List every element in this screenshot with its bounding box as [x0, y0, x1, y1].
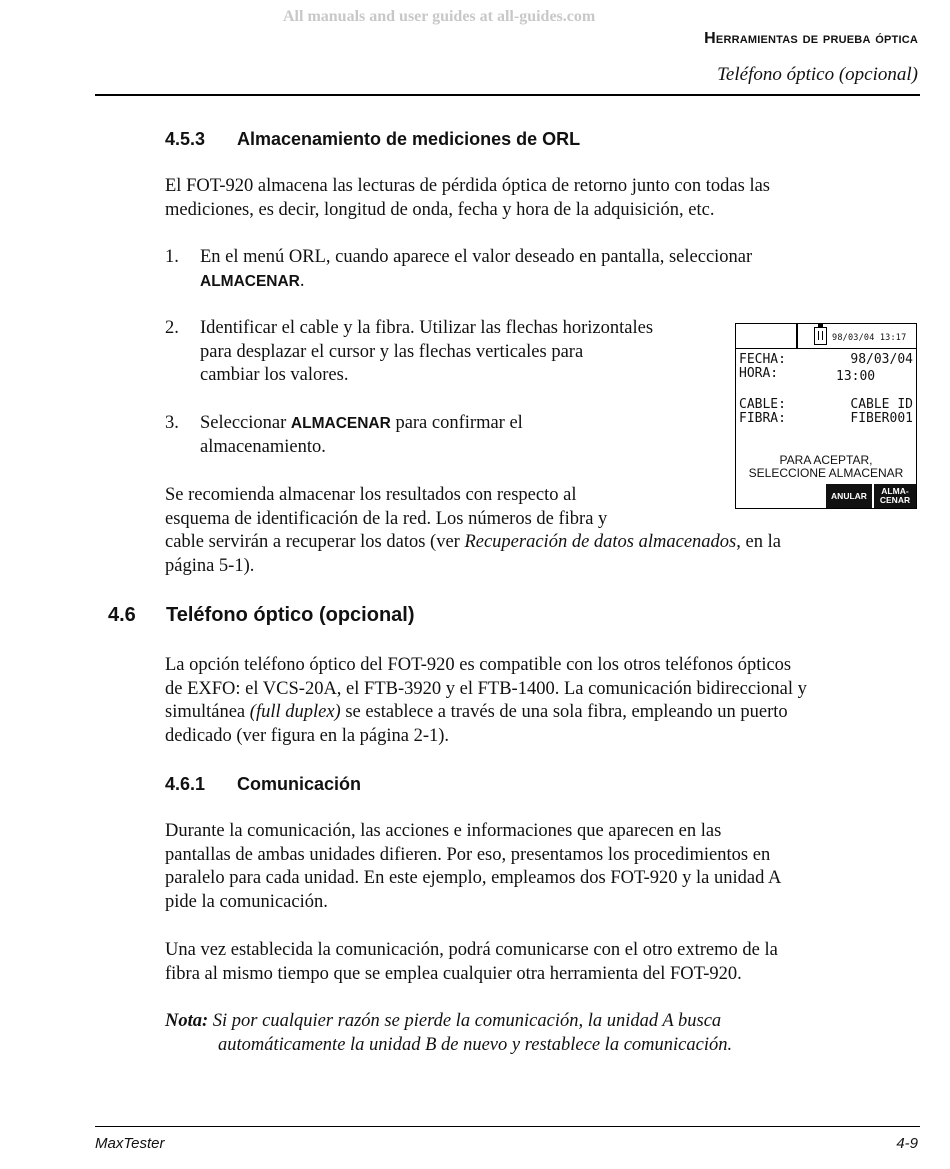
text-fragment: , en la — [736, 532, 781, 552]
text-line: El FOT-920 almacena las lecturas de pérdida óptica de retorno junto con todas las — [165, 176, 770, 196]
screen-message: SELECCIONE ALMACENAR — [748, 466, 904, 480]
text-fragment: Seleccionar — [200, 413, 291, 433]
text-line: pide la comunicación. — [165, 891, 328, 912]
list-text — [200, 246, 752, 293]
text-fragment: CENAR — [879, 495, 911, 505]
text-line: mediciones, es decir, longitud de onda, fecha y hora de la adquisición, etc. — [165, 199, 715, 220]
text-line: Durante la comunicación, las acciones e informaciones que aparecen en las — [165, 821, 722, 841]
text-fragment: ALMA- — [881, 486, 909, 496]
running-header-subsection: Teléfono óptico (opcional) — [717, 64, 918, 85]
watermark: All manuals and user guides at all-guides.com — [283, 8, 596, 25]
screen-datetime: 98/03/04 13:17 — [832, 333, 907, 343]
text-line: Se recomienda almacenar los resultados con respecto al — [165, 485, 577, 505]
text-line: página 5-1). — [165, 555, 255, 576]
section-number: 4.6.1 — [165, 774, 206, 794]
page-number: 4-9 — [896, 1135, 918, 1152]
cross-reference: Recuperación de datos almacenados — [464, 532, 737, 552]
text-fragment: cable servirán a recuperar los datos (ver — [165, 532, 465, 552]
text-fragment: Si por cualquier razón se pierde la comunicación, la unidad A busca — [208, 1011, 722, 1031]
section-4-5-3-heading — [165, 129, 580, 150]
text-fragment: . — [299, 270, 305, 291]
running-header-section: Herramientas de prueba óptica — [704, 30, 918, 47]
list-text — [200, 412, 523, 459]
text-line: de EXFO: el VCS-20A, el FTB-3920 y el FTB-1400. La comunicación bidireccional y — [165, 678, 807, 699]
text-line — [200, 270, 752, 294]
text-line: fibra al mismo tiempo que se emplea cualquier otra herramienta del FOT-920. — [165, 963, 742, 984]
text-fragment: simultánea — [165, 702, 250, 722]
ui-term: ALMACENAR — [290, 415, 391, 432]
fecha-label: FECHA: — [739, 352, 786, 367]
cable-value: CABLE ID — [850, 397, 913, 412]
list-number: 2. — [165, 318, 179, 338]
italic-term: (full duplex) — [249, 702, 341, 722]
list-number: 3. — [165, 413, 179, 433]
text-line: En el menú ORL, cuando aparece el valor deseado en pantalla, seleccionar — [200, 247, 753, 267]
battery-icon — [814, 327, 827, 345]
text-line: La opción teléfono óptico del FOT-920 es compatible con los otros teléfonos ópticos — [165, 655, 792, 675]
text-line: Una vez establecida la comunicación, podrá comunicarse con el otro extremo de la — [165, 940, 778, 960]
hora-value: 13:00 — [836, 369, 876, 384]
footer-rule — [95, 1126, 920, 1127]
status-divider — [796, 324, 798, 348]
section-4-6-heading — [108, 604, 415, 627]
fecha-value: 98/03/04 — [850, 352, 913, 367]
text-fragment: se establece a través de una sola fibra, empleando un puerto — [340, 702, 788, 722]
text-line: paralelo para cada unidad. En este ejemplo, empleamos dos FOT-920 y la unidad A — [165, 868, 782, 888]
section-4-6-1-heading — [165, 774, 361, 795]
section-number: 4.5.3 — [165, 129, 206, 149]
intro-paragraph — [165, 175, 925, 222]
text-line: para desplazar el cursor y las flechas verticales para — [200, 341, 584, 362]
section-number: 4.6 — [108, 604, 136, 626]
ui-term: ALMACENAR — [200, 272, 300, 290]
device-screen — [735, 323, 917, 509]
list-item-step-1 — [165, 246, 925, 294]
established-paragraph — [165, 939, 925, 986]
communication-paragraph — [165, 820, 925, 914]
note — [165, 1010, 925, 1057]
list-item-step-3 — [165, 412, 725, 460]
note-label: Nota: — [165, 1011, 209, 1031]
text-line: almacenamiento. — [200, 436, 326, 457]
text-fragment: para confirmar el — [390, 413, 523, 433]
text-line — [165, 1010, 925, 1034]
text-line: dedicado (ver figura en la página 2-1). — [165, 725, 450, 746]
telephone-paragraph — [165, 654, 925, 748]
cable-label: CABLE: — [739, 397, 786, 412]
section-title: Teléfono óptico (opcional) — [166, 604, 415, 626]
list-text — [200, 317, 653, 388]
hora-label: HORA: — [739, 366, 779, 381]
section-title: Comunicación — [237, 774, 362, 794]
button-label: ANULAR — [831, 490, 867, 501]
fibra-value: FIBER001 — [850, 411, 913, 426]
text-line: cambiar los valores. — [200, 365, 349, 385]
screen-message: PARA ACEPTAR, — [779, 453, 873, 467]
text-line: pantallas de ambas unidades difieren. Por eso, presentamos los procedimientos en — [165, 844, 771, 865]
fibra-label: FIBRA: — [739, 411, 786, 426]
anular-button[interactable] — [826, 484, 872, 508]
list-item-step-2 — [165, 317, 725, 389]
text-line — [200, 412, 523, 436]
text-line — [165, 701, 925, 725]
screen-status-bar — [736, 324, 916, 349]
button-label — [880, 487, 910, 505]
list-number: 1. — [165, 247, 179, 267]
text-line: esquema de identificación de la red. Los números de fibra y — [165, 508, 608, 529]
footer-product: MaxTester — [95, 1135, 165, 1152]
text-line: Identificar el cable y la fibra. Utilizar las flechas horizontales — [200, 318, 654, 338]
text-line: automáticamente la unidad B de nuevo y restablece la comunicación. — [218, 1034, 733, 1055]
header-rule — [95, 94, 920, 96]
text-line — [165, 531, 925, 555]
almacenar-button[interactable] — [874, 484, 916, 508]
section-title: Almacenamiento de mediciones de ORL — [237, 129, 581, 149]
